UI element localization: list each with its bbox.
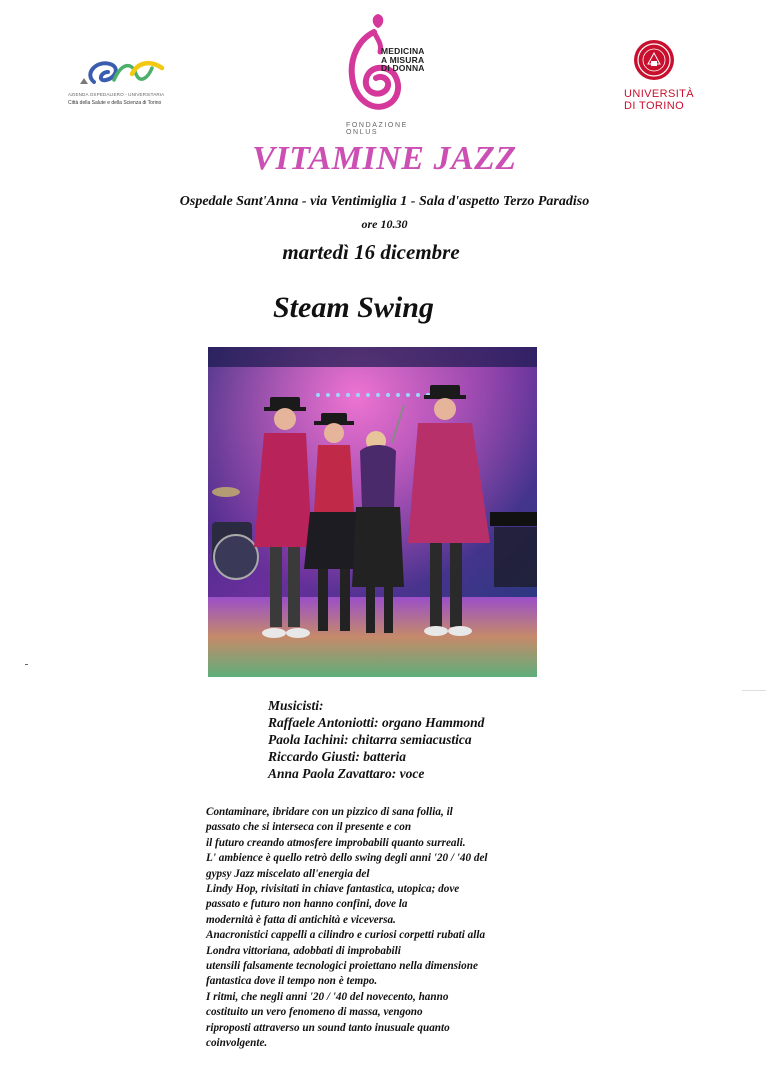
unito-name-line1: UNIVERSITÀ	[624, 88, 695, 100]
musicians-list	[268, 697, 484, 782]
description-line: riproposti attraverso un sound tanto inusuale quanto	[206, 1021, 450, 1034]
band-photo	[208, 347, 537, 677]
description-line: costituito un vero fenomeno di massa, vengono	[206, 1006, 423, 1019]
unito-name-line2: DI TORINO	[624, 100, 685, 112]
event-title: VITAMINE JAZZ	[252, 140, 517, 177]
brand-line: MEDICINA	[381, 46, 425, 56]
description-line: Lindy Hop, rivisitati in chiave fantastica, utopica; dove	[206, 883, 460, 896]
description-line: coinvolgente.	[206, 1037, 268, 1050]
stray-mark	[25, 664, 28, 665]
description-line: passato che si interseca con il presente e con	[206, 821, 412, 834]
hospital-org-name: AZIENDA OSPEDALIERO - UNIVERSITARIA	[68, 92, 165, 97]
medicina-donna-brand	[381, 47, 441, 73]
description-line: il futuro creando atmosfere improbabili quanto surreali.	[206, 836, 466, 849]
description-line: I ritmi, che negli anni '20 / '40 del novecento, hanno	[206, 990, 449, 1003]
musician-item: Riccardo Giusti: batteria	[268, 749, 406, 764]
medicina-donna-logo	[340, 10, 440, 134]
description-line: utensili falsamente tecnologici proiettano nella dimensione	[206, 960, 478, 973]
stray-mark	[742, 690, 766, 691]
event-time: ore 10.30	[361, 217, 408, 231]
hospital-logo	[62, 54, 186, 116]
description-line: passato e futuro non hanno confini, dove la	[206, 898, 408, 911]
brand-line: A MISURA	[381, 54, 425, 65]
musician-item: Raffaele Antoniotti: organo Hammond	[268, 715, 485, 730]
description-line: L' ambience è quello retrò dello swing degli anni '20 / '40 del	[206, 852, 488, 865]
description-line: Contaminare, ibridare con un pizzico di sana follia, il	[206, 806, 453, 818]
hospital-org-subtitle: Città della Salute e della Scienza di Torino	[68, 100, 162, 106]
unito-logo	[622, 40, 695, 116]
band-name: Steam Swing	[273, 291, 434, 324]
event-date: martedì 16 dicembre	[282, 240, 460, 264]
unito-seal-icon	[634, 40, 674, 80]
description-line: Anacronistici cappelli a cilindro e curiosi corpetti rubati alla	[206, 929, 486, 942]
musician-item: Paola Iachini: chitarra semiacustica	[268, 732, 472, 747]
musicians-heading: Musicisti:	[268, 698, 324, 713]
description-line: modernità è fatta di antichità e viceversa.	[206, 913, 396, 926]
hospital-logo-mark	[76, 54, 176, 92]
musician-item: Anna Paola Zavattaro: voce	[268, 766, 425, 781]
description-line: gypsy Jazz miscelato all'energia del	[206, 867, 370, 880]
brand-line: DI DONNA	[381, 63, 425, 73]
event-venue: Ospedale Sant'Anna - via Ventimiglia 1 - Sala d'aspetto Terzo Paradiso	[179, 194, 590, 209]
description-line: Londra vittoriana, adobbati di improbabili	[206, 944, 401, 957]
foundation-label: FONDAZIONE ONLUS	[346, 122, 408, 136]
description-line: fantastica dove il tempo non è tempo.	[206, 975, 378, 988]
event-description	[206, 805, 551, 1052]
